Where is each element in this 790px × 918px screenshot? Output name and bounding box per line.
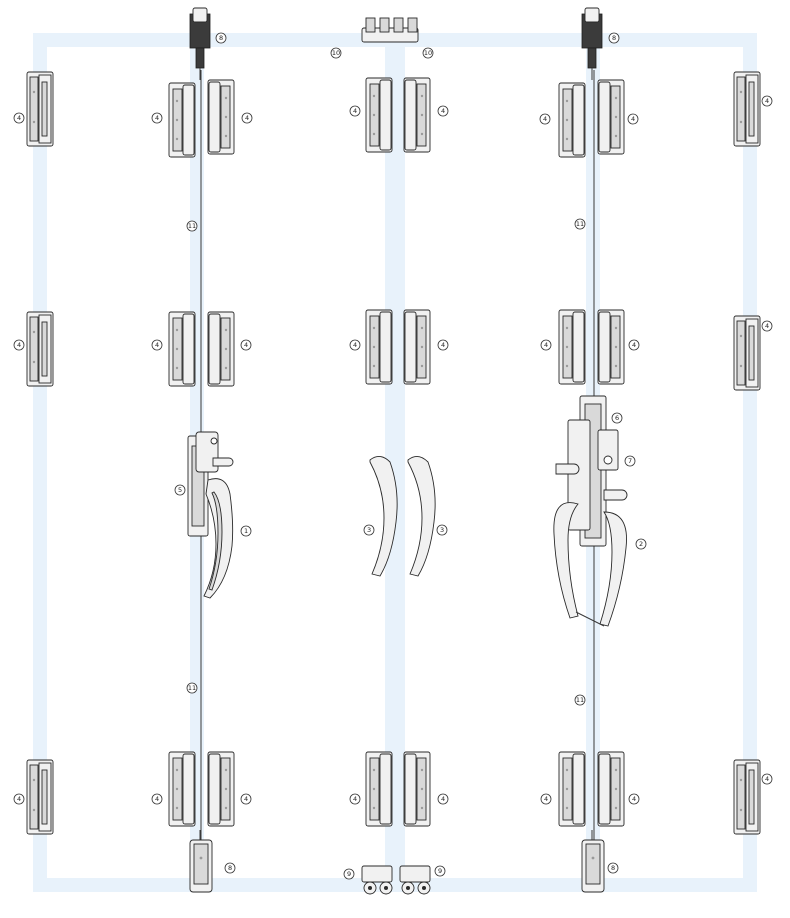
svg-text:9: 9 <box>437 867 443 875</box>
svg-text:4: 4 <box>631 341 637 349</box>
svg-text:4: 4 <box>440 341 446 349</box>
frame-outline <box>40 40 750 885</box>
callout-10 <box>331 48 341 58</box>
callout-4 <box>350 106 360 116</box>
svg-text:5: 5 <box>177 486 183 494</box>
svg-text:4: 4 <box>543 795 549 803</box>
callout-4 <box>762 774 772 784</box>
svg-text:4: 4 <box>244 114 250 122</box>
svg-text:4: 4 <box>154 114 160 122</box>
svg-text:6: 6 <box>614 414 620 422</box>
callout-6 <box>612 413 622 423</box>
svg-text:4: 4 <box>764 97 770 105</box>
callout-4 <box>152 340 162 350</box>
svg-text:11: 11 <box>575 696 585 704</box>
callout-4 <box>541 794 551 804</box>
callout-8 <box>608 863 618 873</box>
svg-text:4: 4 <box>154 795 160 803</box>
svg-text:4: 4 <box>543 341 549 349</box>
callout-4 <box>438 106 448 116</box>
callout-4 <box>14 113 24 123</box>
svg-text:8: 8 <box>611 34 617 42</box>
svg-text:4: 4 <box>352 341 358 349</box>
callout-4 <box>152 794 162 804</box>
callout-5 <box>175 485 185 495</box>
callout-4 <box>242 113 252 123</box>
svg-text:4: 4 <box>352 107 358 115</box>
callout-11 <box>187 683 197 693</box>
svg-text:4: 4 <box>631 795 637 803</box>
callout-8 <box>609 33 619 43</box>
callout-4 <box>14 794 24 804</box>
callout-4 <box>350 794 360 804</box>
svg-text:4: 4 <box>16 114 22 122</box>
top-guide-blocks <box>362 18 418 42</box>
svg-text:4: 4 <box>764 775 770 783</box>
svg-text:9: 9 <box>346 870 352 878</box>
svg-text:8: 8 <box>227 864 233 872</box>
svg-text:11: 11 <box>187 684 197 692</box>
callout-9 <box>344 869 354 879</box>
svg-text:2: 2 <box>638 540 644 548</box>
svg-text:4: 4 <box>440 107 446 115</box>
svg-text:4: 4 <box>352 795 358 803</box>
callout-11 <box>575 695 585 705</box>
callout-4 <box>629 340 639 350</box>
callout-3 <box>364 525 374 535</box>
svg-text:4: 4 <box>243 341 249 349</box>
callout-4 <box>241 340 251 350</box>
callout-4 <box>438 340 448 350</box>
callout-4 <box>350 340 360 350</box>
callout-4 <box>241 794 251 804</box>
callout-1 <box>241 526 251 536</box>
callout-10 <box>423 48 433 58</box>
svg-text:11: 11 <box>575 220 585 228</box>
callout-4 <box>152 113 162 123</box>
callout-4 <box>540 114 550 124</box>
svg-text:11: 11 <box>187 222 197 230</box>
svg-text:7: 7 <box>627 457 633 465</box>
svg-text:4: 4 <box>243 795 249 803</box>
callout-4 <box>541 340 551 350</box>
svg-text:3: 3 <box>366 526 372 534</box>
svg-text:4: 4 <box>154 341 160 349</box>
callout-4 <box>629 794 639 804</box>
callout-4 <box>438 794 448 804</box>
svg-text:4: 4 <box>16 341 22 349</box>
callout-7 <box>625 456 635 466</box>
callout-4 <box>628 114 638 124</box>
callout-2 <box>636 539 646 549</box>
callout-11 <box>575 219 585 229</box>
svg-text:10: 10 <box>331 49 341 57</box>
svg-text:8: 8 <box>218 34 224 42</box>
svg-text:4: 4 <box>542 115 548 123</box>
callout-8 <box>225 863 235 873</box>
svg-text:4: 4 <box>764 322 770 330</box>
svg-text:4: 4 <box>630 115 636 123</box>
callout-4 <box>14 340 24 350</box>
callout-4 <box>762 96 772 106</box>
svg-text:8: 8 <box>610 864 616 872</box>
callout-8 <box>216 33 226 43</box>
callout-4 <box>762 321 772 331</box>
svg-text:1: 1 <box>243 527 249 535</box>
svg-text:4: 4 <box>16 795 22 803</box>
svg-text:10: 10 <box>423 49 433 57</box>
callout-11 <box>187 221 197 231</box>
svg-text:4: 4 <box>440 795 446 803</box>
callout-3 <box>437 525 447 535</box>
svg-text:3: 3 <box>439 526 445 534</box>
callout-9 <box>435 866 445 876</box>
